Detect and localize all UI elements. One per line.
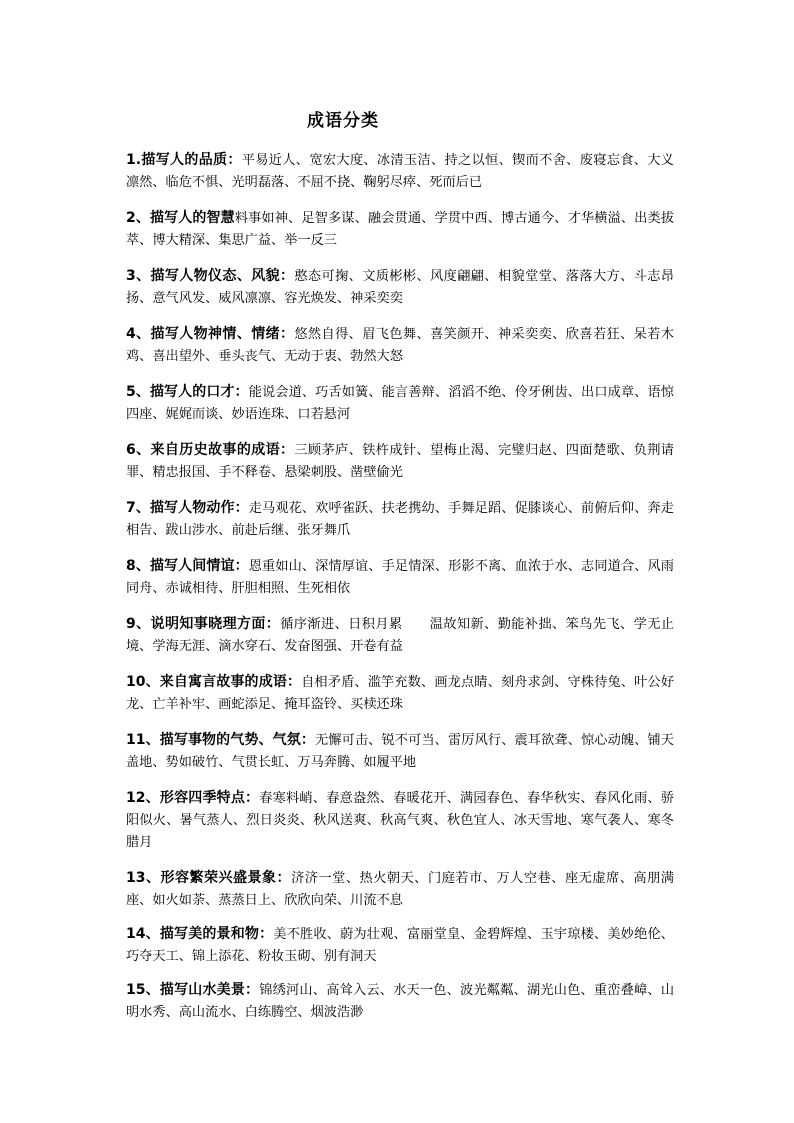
section-items: 济济一堂、热火朝天、门庭若市、万人空巷、座无虚席、高朋满座、如火如荼、蒸蒸日上、欣欣向荣、川流不息	[126, 871, 674, 908]
section-items: 美不胜收、蔚为壮观、富丽堂皇、金碧辉煌、玉宇琼楼、美妙绝伦、巧夺天工、锦上添花、粉妆玉砌、别有洞天	[126, 927, 674, 964]
section-heading: 1.描写人的品质：	[126, 152, 242, 168]
section-items: 悠然自得、眉飞色舞、喜笑颜开、神采奕奕、欣喜若狂、呆若木鸡、喜出望外、垂头丧气、无动于衷、勃然大怒	[126, 327, 674, 364]
section-items: 锦绣河山、高耸入云、水天一色、波光粼粼、湖光山色、重峦叠嶂、山明水秀、高山流水、白练腾空、烟波浩渺	[126, 983, 675, 1020]
section-heading: 12、形容四季特点：	[126, 790, 260, 806]
section-items: 料事如神、足智多谋、融会贯通、学贯中西、博古通今、才华横溢、出类拔萃、博大精深、集思广益、举一反三	[126, 211, 675, 248]
section-2	[126, 207, 674, 252]
section-heading: 8、描写人间情谊：	[126, 558, 249, 574]
section-6	[126, 439, 674, 484]
section-heading: 15、描写山水美景：	[126, 982, 260, 998]
section-heading: 6、来自历史故事的成语：	[126, 442, 295, 458]
section-heading: 5、描写人的口才：	[126, 384, 249, 400]
section-items: 平易近人、宽宏大度、冰清玉洁、持之以恒、锲而不舍、废寝忘食、大义凛然、临危不惧、光明磊落、不屈不挠、鞠躬尽瘁、死而后已	[126, 153, 674, 190]
section-items: 自相矛盾、滥竽充数、画龙点睛、刻舟求剑、守株待兔、叶公好龙、亡羊补牢、画蛇添足、掩耳盗铃、买椟还珠	[126, 675, 675, 712]
section-heading: 2、描写人的智慧	[126, 210, 235, 226]
section-items: 走马观花、欢呼雀跃、扶老携幼、手舞足蹈、促膝谈心、前俯后仰、奔走相告、跋山涉水、前赴后继、张牙舞爪	[126, 501, 674, 538]
section-heading: 3、描写人物仪态、风貌：	[126, 268, 295, 284]
section-15	[126, 979, 674, 1024]
section-heading: 10、来自寓言故事的成语：	[126, 674, 302, 690]
section-13	[126, 867, 674, 912]
section-heading: 13、形容繁荣兴盛景象：	[126, 870, 292, 886]
section-3	[126, 265, 674, 310]
section-9	[126, 613, 674, 658]
section-11	[126, 729, 674, 774]
section-items: 能说会道、巧舌如簧、能言善辩、滔滔不绝、伶牙俐齿、出口成章、语惊四座、娓娓而谈、妙语连珠、口若悬河	[126, 385, 674, 422]
section-items: 三顾茅庐、铁杵成针、望梅止渴、完璧归赵、四面楚歌、负荆请罪、精忠报国、手不释卷、悬梁刺股、凿壁偷光	[126, 443, 674, 480]
section-4	[126, 323, 674, 368]
section-12	[126, 787, 674, 854]
section-heading: 4、描写人物神情、情绪：	[126, 326, 295, 342]
idiom-sections	[126, 149, 674, 1035]
section-items: 无懈可击、锐不可当、雷厉风行、震耳欲聋、惊心动魄、铺天盖地、势如破竹、气贯长虹、万马奔腾、如履平地	[126, 733, 674, 770]
section-heading: 11、描写事物的气势、气氛：	[126, 732, 315, 748]
section-heading: 7、描写人物动作：	[126, 500, 249, 516]
section-14	[126, 923, 674, 968]
section-1	[126, 149, 674, 194]
section-heading: 14、描写美的景和物：	[126, 926, 274, 942]
section-7	[126, 497, 674, 542]
section-items: 恩重如山、深情厚谊、手足情深、形影不离、血浓于水、志同道合、风雨同舟、赤诚相待、肝胆相照、生死相依	[126, 559, 674, 596]
section-8	[126, 555, 674, 600]
section-10	[126, 671, 674, 716]
section-items: 循序渐进、日积月累 温故知新、勤能补拙、笨鸟先飞、学无止境、学海无涯、滴水穿石、发奋图强、开卷有益	[126, 617, 674, 654]
section-heading: 9、说明知事晓理方面：	[126, 616, 281, 632]
section-items: 春寒料峭、春意盎然、春暖花开、满园春色、春华秋实、春风化雨、骄阳似火、暑气蒸人、烈日炎炎、秋风送爽、秋高气爽、秋色宜人、冰天雪地、寒气袭人、寒冬腊月	[126, 791, 675, 850]
section-5	[126, 381, 674, 426]
document-title: 成语分类	[307, 111, 379, 131]
section-items: 憨态可掬、文质彬彬、风度翩翩、相貌堂堂、落落大方、斗志昂扬、意气风发、威风凛凛、容光焕发、神采奕奕	[126, 269, 674, 306]
